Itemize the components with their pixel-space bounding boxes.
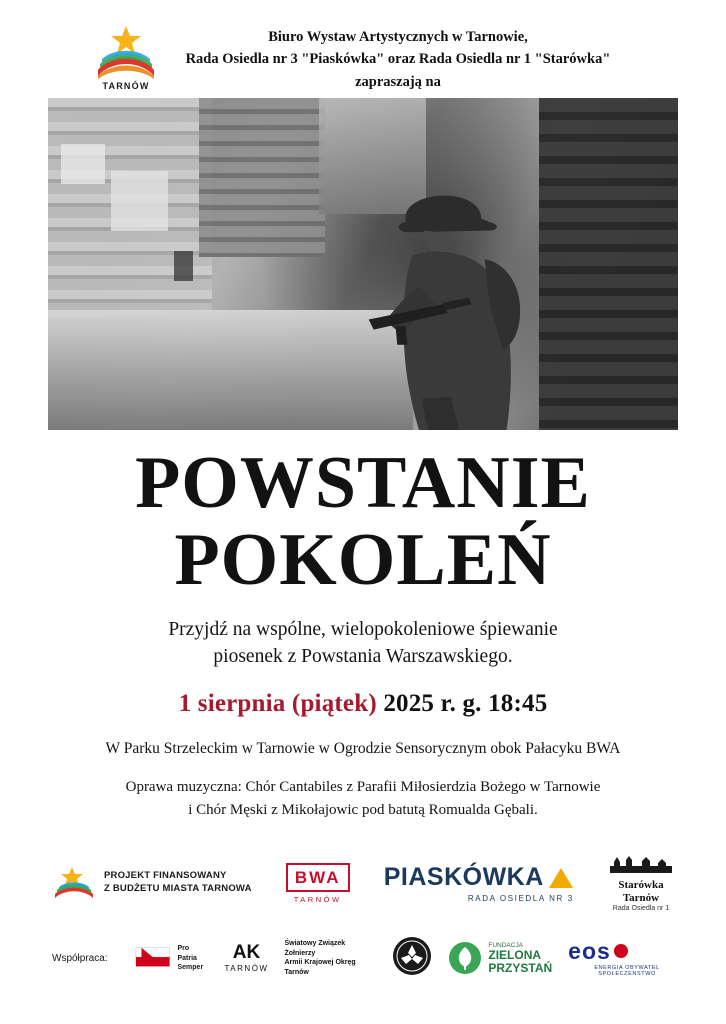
ak-sub: TARNÓW (224, 964, 269, 974)
sponsor-projekt-line-1: PROJEKT FINANSOWANY (104, 870, 227, 882)
photo-window-a (111, 171, 168, 231)
music-credits (0, 776, 726, 821)
zielona-line-3: PRZYSTAŃ (488, 960, 553, 975)
poster-header (0, 0, 726, 96)
sponsor-piaskowka-sub: RADA OSIEDLA NR 3 (467, 894, 574, 904)
pro-patria-line-1: Pro Patria (177, 945, 197, 962)
tarnow-logo-caption: TARNÓW (102, 81, 150, 91)
sponsor-starowka (608, 854, 674, 912)
lead-paragraph (0, 617, 726, 670)
sponsor-starowka-word: Starówka (618, 878, 664, 891)
starowka-skyline-icon (608, 854, 674, 874)
sponsor-bwa (286, 863, 350, 904)
header-line-3: zapraszają na (355, 73, 441, 90)
zielona-przystan-tree-icon (448, 941, 482, 975)
szz-line-1: Światowy Związek Żołnierzy (284, 940, 346, 957)
sponsor-projekt-line-2: Z BUDŻETU MIASTA TARNOWA (104, 883, 252, 895)
sponsor-projekt-text (104, 870, 252, 896)
sponsor-piaskowka (384, 863, 574, 903)
lead-line-1: Przyjdź na wspólne, wielopokoleniowe śpiewanie (168, 619, 558, 641)
sponsor-starowka-word2: Tarnów (622, 891, 660, 904)
tarnow-logo-mark (88, 24, 164, 80)
photo-ruin-facade-mid (199, 98, 325, 257)
title-line-1: POWSTANIE (135, 442, 591, 524)
photo-insurgent-silhouette (325, 125, 577, 430)
music-line-1: Oprawa muzyczna: Chór Cantabiles z Parafii Miłosierdzia Bożego w Tarnowie (125, 779, 601, 796)
eos-dot-icon (613, 943, 629, 959)
event-venue: W Parku Strzeleckim w Tarnowie w Ogrodzie Sensorycznym obok Pałacyku BWA (105, 740, 621, 758)
title-line-2: POKOLEŃ (174, 518, 552, 601)
sponsor-starowka-sub: Rada Osiedla nr 1 (612, 905, 670, 913)
sponsor-piaskowka-word: PIASKÓWKA (383, 863, 544, 892)
header-invitation-text (164, 22, 696, 93)
tarnow-small-icon (52, 866, 96, 900)
zielona-line-1: FUNDACJA (488, 941, 524, 949)
emblem-circle-icon (392, 936, 432, 976)
event-date-red: 1 sierpnia (piątek) (178, 690, 377, 718)
header-line-1: Biuro Wystaw Artystycznych w Tarnowie, (268, 29, 528, 45)
lead-line-2: piosenek z Powstania Warszawskiego. (213, 645, 513, 667)
event-date-black: 2025 r. g. 18:45 (383, 690, 548, 718)
collab-swiatowy-zwiazek (284, 939, 376, 977)
photo-red-accent (174, 251, 193, 281)
szz-line-2: Armii Krajowej Okręg Tarnów (284, 959, 356, 976)
poster-title (0, 442, 726, 601)
eos-sub: ENERGIA OBYWATEL SPOŁECZEŃSTWO (594, 964, 660, 977)
event-date (0, 690, 726, 718)
sponsor-row-collaboration (0, 927, 726, 989)
pro-patria-caption (178, 944, 209, 971)
zielona-line-2: ZIELONA (488, 947, 542, 962)
header-line-2: Rada Osiedla nr 3 "Piaskówka" oraz Rada Osiedla nr 1 "Starówka" (185, 51, 611, 68)
collab-emblem (392, 936, 432, 981)
collab-pro-patria-semper (134, 943, 209, 973)
collaboration-label: Współpraca: (52, 952, 108, 964)
sponsor-bwa-word: BWA (286, 863, 350, 892)
insurgent-figure (325, 125, 577, 430)
sponsor-projekt-finansowany (52, 866, 252, 900)
music-line-2: i Chór Męski z Mikołajowic pod batutą Romualda Gębali. (188, 801, 538, 818)
pro-patria-line-2: Semper (177, 963, 204, 971)
piaskowka-triangle-icon (548, 867, 574, 889)
pro-patria-flag-icon (134, 943, 172, 973)
zielona-caption (488, 942, 552, 974)
hero-photo (48, 98, 678, 430)
sponsor-row-main (0, 855, 726, 911)
collab-eos (568, 937, 686, 977)
sponsor-bwa-sub: TARNÓW (293, 894, 342, 904)
tarnow-logo (88, 24, 164, 94)
photo-window-b (61, 144, 105, 184)
collab-ak-tarnow (225, 943, 269, 973)
ak-word: AK (232, 942, 261, 964)
eos-word: eos (568, 937, 611, 964)
collab-zielona-przystan (448, 941, 552, 975)
